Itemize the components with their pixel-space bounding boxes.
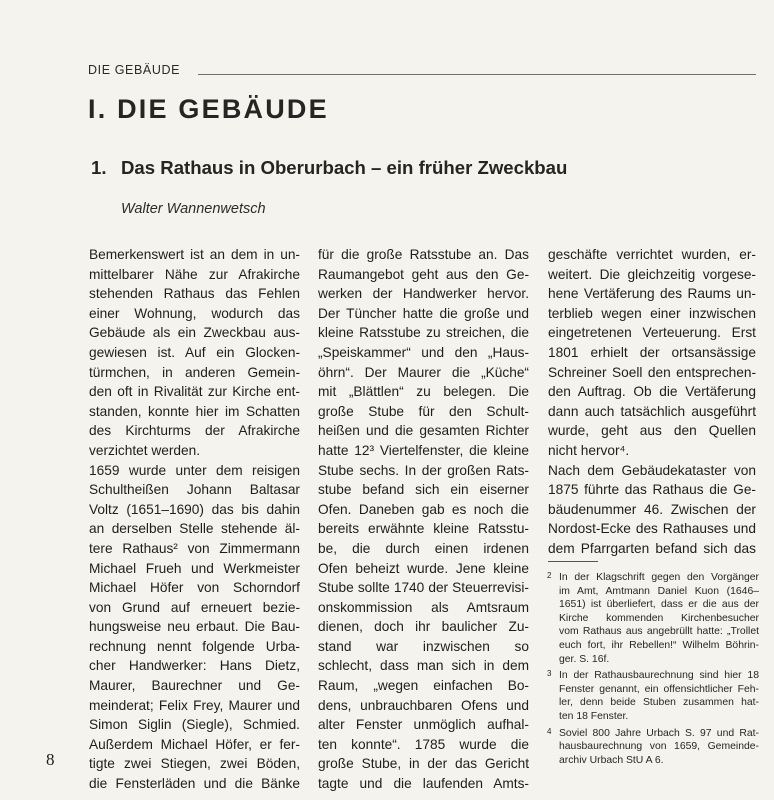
footnote: [547, 727, 759, 768]
text-line: 1875 führte das Rathaus die Ge-: [548, 482, 756, 498]
footnote-line: In der Rathausbaurechnung sind hier 18: [559, 670, 759, 682]
text-line: hene Vertäferung des Raums un-: [548, 286, 756, 302]
text-line: terblieb wegen einer inzwischen: [548, 305, 756, 321]
text-line: ten konnte“. 1785 wurde die: [318, 736, 529, 752]
footnote-line: Fenster genannt, ein offensichtlicher Feh-: [559, 683, 759, 695]
text-line: „Speiskammer“ und den „Haus-: [318, 344, 529, 360]
text-line: 1801 erhielt der ortsansässige: [548, 344, 756, 360]
running-head: [86, 60, 756, 80]
page-number: 8: [46, 750, 55, 769]
text-line: bereits erwähnte kleine Ratsstu-: [318, 521, 529, 537]
footnote-line: 1651) ist überliefert, dass er die aus der: [559, 599, 759, 611]
text-line: werken der Handwerker hervor.: [318, 286, 529, 302]
footnote-line: im Amt, Amtmann Daniel Kuon (1646–: [559, 585, 759, 597]
text-line: Gebäude als ein Zweckbau aus-: [89, 325, 300, 341]
running-head-text: DIE GEBÄUDE: [88, 63, 181, 77]
author-name: Walter Wannenwetsch: [121, 201, 266, 217]
text-line: alter Fenster unmöglich aufhal-: [318, 717, 529, 733]
text-line: Ofen beheizt wurde. Jene kleine: [318, 560, 529, 576]
text-line: tagte und die laufenden Amts-: [318, 776, 529, 792]
footnote-line: ler, denn beide Stuben zusammen hat-: [559, 697, 759, 709]
text-line: Der Tüncher hatte die große und: [318, 305, 529, 321]
text-line: dienen, doch ihr baulicher Zu-: [318, 619, 529, 635]
text-line: verzichtet werden.: [89, 442, 201, 458]
text-line: Michael Frueh und Werkmeister: [89, 560, 300, 576]
text-line: bäudenummer 46. Zwischen der: [548, 501, 756, 517]
text-line: für die große Ratsstube an. Das: [318, 247, 529, 262]
section-title-text: Das Rathaus in Oberurbach – ein früher Zweckbau: [121, 157, 568, 178]
footnote-line: Soviel 800 Jahre Urbach S. 97 und Rat-: [559, 727, 759, 739]
text-line: Bemerkenswert ist an dem in un-: [89, 247, 300, 262]
text-line: dem Pfarrgarten befand sich das: [548, 540, 756, 556]
text-column-3: [548, 245, 756, 559]
text-line: Schultheißen Johann Baltasar: [89, 482, 300, 498]
footnote-rule: [548, 561, 598, 562]
text-line: stand war inzwischen so: [318, 638, 529, 654]
footnote-line: ger. S. 16f.: [559, 653, 610, 665]
footnote: [547, 571, 759, 666]
text-line: große Stube, in der das Gericht: [318, 756, 529, 772]
text-column-2: [318, 245, 529, 794]
text-line: nicht hervor⁴.: [548, 442, 630, 458]
text-line: meinderat; Felix Frey, Maurer und: [89, 697, 300, 713]
text-line: den Auftrag. Ob die Vertäferung: [548, 384, 756, 400]
text-line: dens, unbrauchbaren Ofens und: [318, 697, 529, 713]
text-line: öhrn“. Der Maurer die „Küche“: [318, 364, 529, 380]
footnote-line: ten 18 Fenster.: [559, 710, 629, 722]
text-line: Ofen. Daneben gab es noch die: [318, 501, 529, 517]
text-line: einer Wohnung, wodurch das: [89, 305, 300, 321]
footnote-line: euch fort, ihr Rebellen!“ Wilhelm Böhrin-: [559, 639, 759, 651]
text-line: große Stube für den Schult-: [318, 403, 529, 419]
text-line: eingetretenen Verteuerung. Erst: [548, 325, 756, 341]
footnote-line: Kirche kommenden Kirchenbesucher: [559, 612, 759, 624]
text-line: tigte zwei Stiegen, zwei Böden,: [89, 756, 300, 772]
text-line: schlecht, dass man sich in dem: [318, 658, 529, 674]
footnote-line: archiv Urbach StU A 6.: [559, 754, 664, 766]
text-line: Michael Höfer von Schorndorf: [89, 580, 300, 596]
text-line: den oft in Rivalität zur Kirche ent-: [89, 384, 300, 400]
text-line: cher Handwerker: Hans Dietz,: [89, 658, 300, 674]
text-line: die Fensterläden und die Bänke: [89, 776, 300, 792]
text-line: mit „Blättlen“ zu belegen. Die: [318, 384, 529, 400]
text-line: Raum, „wegen einfachen Bo-: [318, 678, 529, 694]
text-line: wurde, geht aus den Quellen: [548, 423, 756, 439]
footnote-line: In der Klagschrift gegen den Vorgänger: [559, 572, 759, 583]
text-line: Voltz (1651–1690) das bis dahin: [89, 501, 300, 517]
text-line: rechnung nennt folgende Urba-: [89, 638, 300, 654]
text-line: be, die durch einen irdenen: [318, 540, 529, 556]
text-line: von Grund auf erneuert bezie-: [89, 599, 300, 615]
text-line: Simon Siglin (Siegle), Schmied.: [89, 717, 300, 733]
text-column-1: [89, 245, 300, 794]
footnote-mark: 4: [547, 726, 552, 736]
text-line: Maurer, Baurechner und Ge-: [89, 678, 300, 694]
text-line: stube befand sich ein eiserner: [318, 482, 529, 498]
text-line: 1659 wurde unter dem reisigen: [89, 462, 300, 478]
text-line: Nach dem Gebäudekataster von: [548, 462, 756, 478]
text-line: onskommission als Amtsraum: [318, 599, 529, 615]
text-line: dann auch tatsächlich ausgeführt: [548, 403, 756, 419]
text-line: tere Rathaus² von Zimmermann: [89, 540, 300, 556]
text-line: hungsweise neu erbaut. Die Bau-: [89, 619, 300, 635]
text-line: standen, konnte hier im Schatten: [89, 403, 300, 419]
text-line: des Kirchturms der Afrakirche: [89, 423, 300, 439]
footnote-line: vom Rathaus aus angebrüllt hatte: „Trollet: [559, 626, 759, 638]
text-line: Schreiner Soell den entsprechen-: [548, 364, 756, 380]
footnotes: [547, 571, 759, 770]
text-line: stehenden Rathaus das Fehlen: [89, 286, 300, 302]
text-line: kleine Ratsstube zu streichen, die: [318, 325, 529, 341]
text-line: türmchen, in anderen Gemein-: [89, 364, 300, 380]
text-line: Stube sechs. In der großen Rats-: [318, 462, 529, 478]
text-line: weitert. Die gleichzeitig vorgese-: [548, 266, 756, 282]
text-line: Stube sollte 1740 der Steuerrevisi-: [318, 580, 529, 596]
footnote: [547, 669, 759, 723]
section-title: [91, 157, 567, 179]
footnote-line: hausbaurechnung von 1659, Gemeinde-: [559, 741, 759, 753]
chapter-title: I. DIE GEBÄUDE: [88, 94, 329, 124]
text-line: gewiesen ist. Auf ein Glocken-: [89, 344, 300, 360]
running-head-rule: [198, 74, 756, 75]
footnote-mark: 2: [547, 571, 552, 580]
text-line: heißen und die gesamten Richter: [318, 423, 529, 439]
text-line: hatte 12³ Viertelfenster, die kleine: [318, 442, 529, 458]
text-line: Außerdem Michael Höfer, er fer-: [89, 736, 300, 752]
text-line: geschäfte verrichtet wurden, er-: [548, 247, 756, 262]
text-line: an derselben Stelle stehende äl-: [89, 521, 300, 537]
text-line: Nordost-Ecke des Rathauses und: [548, 521, 756, 537]
footnote-mark: 3: [547, 669, 552, 679]
text-line: mittelbarer Nähe zur Afrakirche: [89, 266, 300, 282]
section-number: 1.: [91, 157, 107, 178]
text-line: Raumangebot geht aus den Ge-: [318, 266, 529, 282]
